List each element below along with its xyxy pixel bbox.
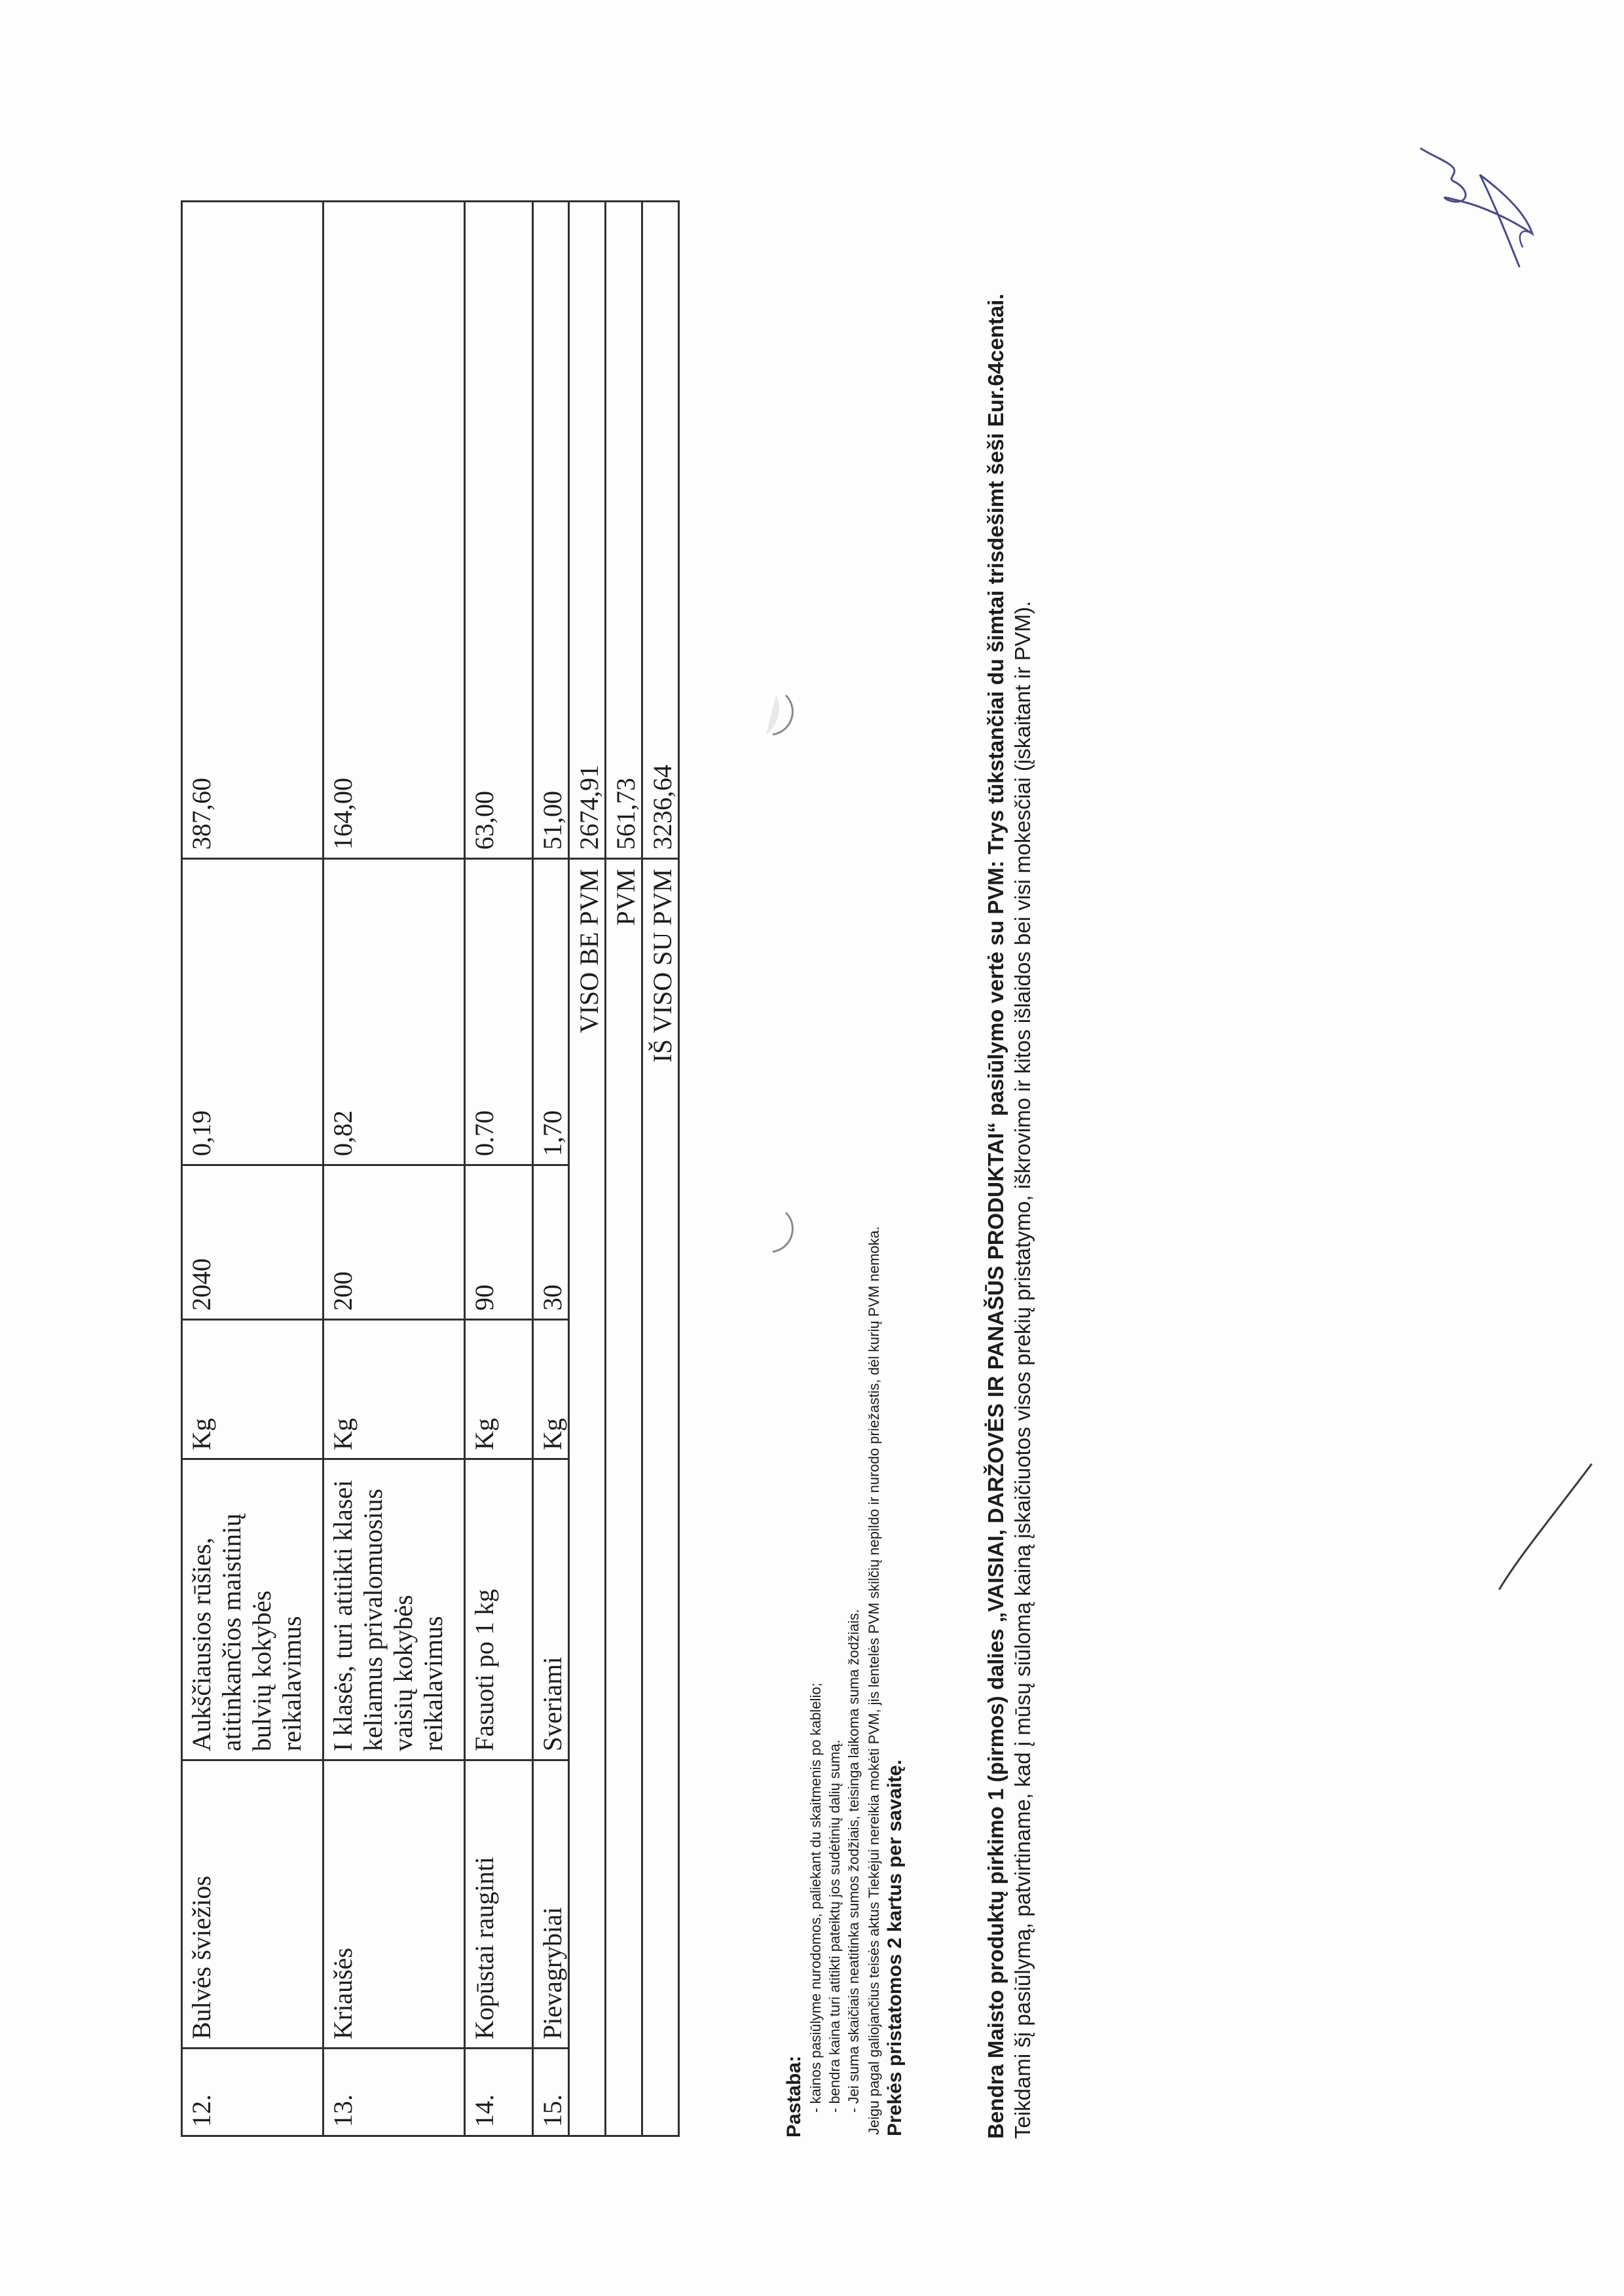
row-number: 12. (182, 2049, 323, 2136)
note-item: - Jei suma skaičiais neatitinka sumos žodžiais, teisinga laikoma suma žodžiais. (845, 1609, 862, 2113)
table-row (465, 202, 533, 2136)
product-description: Sveriami (533, 1459, 569, 1760)
punch-hole (747, 1203, 805, 1262)
total-label: PVM (606, 859, 642, 2049)
product-name: Bulvės šviežios (182, 1760, 323, 2049)
quantity: 200 (323, 1165, 465, 1320)
confirmation-statement: Teikdami šį pasiūlymą, patvirtiname, kad į mūsų siūlomą kainą įskaičiuotos visos prekių pristatymo, iškrovimo ir kitos išlaidos bei visi mokesčiai (įskaitant ir PVM). (1010, 600, 1035, 2139)
product-description: Fasuoti po 1 kg (465, 1459, 533, 1760)
line-sum: 387,60 (182, 202, 323, 859)
notes-heading: Pastaba: (783, 2055, 805, 2138)
empty-cell (569, 2049, 606, 2136)
total-row-vat (606, 202, 642, 2136)
offer-table (181, 200, 680, 2137)
product-name: Kriaušės (323, 1760, 465, 2049)
unit: Kg (323, 1320, 465, 1459)
table-row (533, 202, 569, 2136)
unit: Kg (182, 1320, 323, 1459)
row-number: 13. (323, 2049, 465, 2136)
unit-price: 0.70 (465, 859, 533, 1165)
pen-mark (1493, 1451, 1598, 1595)
punch-hole (747, 685, 805, 744)
empty-cell (606, 2049, 642, 2136)
row-number: 15. (533, 2049, 569, 2136)
unit-price: 0,19 (182, 859, 323, 1165)
total-value: 3236,64 (642, 202, 679, 859)
total-row-with-vat (642, 202, 679, 2136)
product-description: I klasės, turi atitikti klasei keliamus privalomuosius vaisių kokybės reikalavimus (323, 1459, 465, 1760)
product-description: Aukščiausios rūšies, atitinkančios maistinių bulvių kokybės reikalavimus (182, 1459, 323, 1760)
unit: Kg (465, 1320, 533, 1459)
row-number: 14. (465, 2049, 533, 2136)
total-label: IŠ VISO SU PVM (642, 859, 679, 2049)
product-name: Pievagrybiai (533, 1760, 569, 2049)
line-sum: 164,00 (323, 202, 465, 859)
offer-total-in-words: Bendra Maisto produktų pirkimo 1 (pirmos) dalies „VAISIAI, DARŽOVĖS IR PANAŠŪS PRODUKTAI“ pasiūlymo vertė su PVM: Trys tūkstančiai du šimtai trisdešimt šeši Eur.64centai. (984, 293, 1008, 2139)
unit: Kg (533, 1320, 569, 1459)
line-sum: 51,00 (533, 202, 569, 859)
table-row (323, 202, 465, 2136)
total-label: VISO BE PVM (569, 859, 606, 2049)
line-sum: 63,00 (465, 202, 533, 859)
unit-price: 0,82 (323, 859, 465, 1165)
quantity: 2040 (182, 1165, 323, 1320)
quantity: 90 (465, 1165, 533, 1320)
quantity: 30 (533, 1165, 569, 1320)
note-item: - bendra kaina turi atitikti pateiktų jos sudėtinių dalių sumą. (826, 1740, 843, 2113)
unit-price: 1,70 (533, 859, 569, 1165)
total-value: 2674,91 (569, 202, 606, 859)
empty-cell (642, 2049, 679, 2136)
product-name: Kopūstai rauginti (465, 1760, 533, 2049)
note-item: - kainos pasiūlyme nurodomos, paliekant du skaitmenis po kablelio; (807, 1683, 824, 2113)
total-value: 561,73 (606, 202, 642, 859)
total-row-without-vat (569, 202, 606, 2136)
table-row (182, 202, 323, 2136)
vat-note: Jeigu pagal galiojančius teisės aktus Tiekėjui nereikia mokėti PVM, jis lentelės PVM skilčių nepildo ir nurodo priežastis, dėl kurių PVM nemoka. (866, 1226, 882, 2135)
delivery-note: Prekės pristatomos 2 kartus per savaitę. (884, 1759, 906, 2136)
signature (1408, 142, 1539, 273)
